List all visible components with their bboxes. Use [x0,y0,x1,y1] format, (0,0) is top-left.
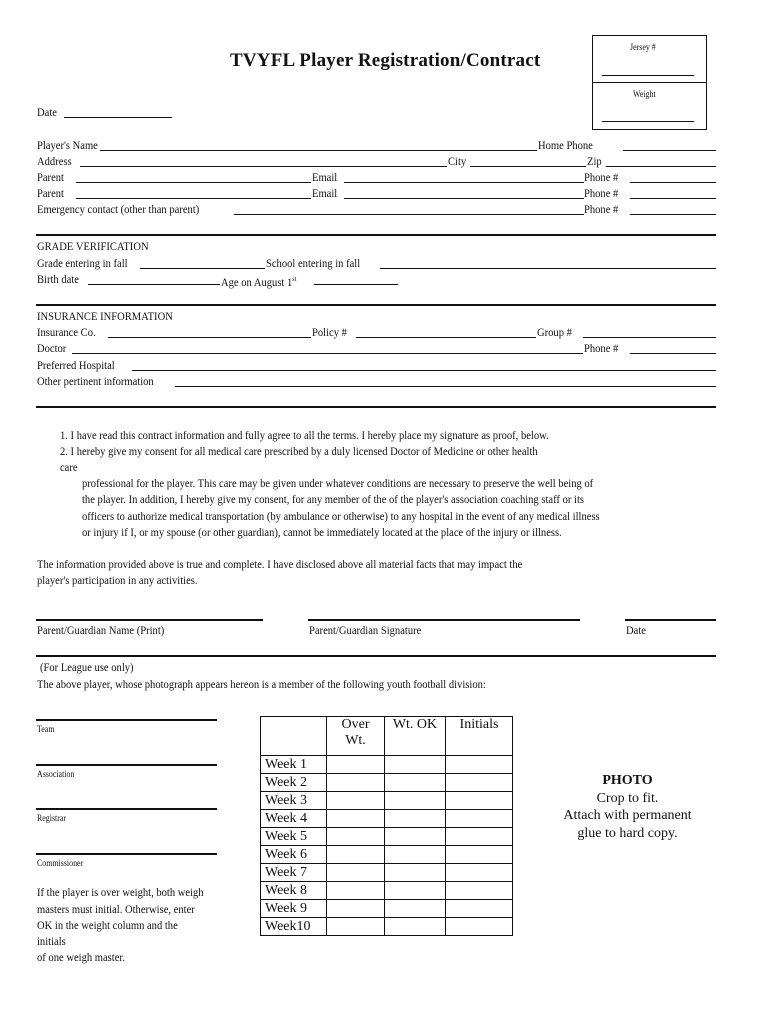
term-line: or injury if I, or my spouse (or other guardian), cannot be immediately located at the place of the injury or illness. [82,525,562,539]
school-fall-field[interactable] [380,268,716,269]
home-phone-field[interactable] [623,150,716,151]
table-row [261,864,513,882]
birth-date-label: Birth date [37,272,79,286]
age-field[interactable] [314,284,398,285]
signature-label: Parent/Guardian Signature [309,623,422,637]
print-name-field[interactable] [36,619,263,621]
term-1: 1. I have read this contract information and fully agree to all the terms. I hereby place my signature as proof, below. [60,428,549,442]
zip-label: Zip [587,154,602,168]
doctor-phone-label: Phone # [584,341,619,355]
phone1-label: Phone # [584,170,619,184]
wt-ok-cell[interactable] [385,918,446,936]
table-row [261,810,513,828]
city-label: City [448,154,467,168]
photo-placeholder[interactable] [545,772,710,842]
over-wt-cell[interactable] [327,792,385,810]
city-field[interactable] [470,166,586,167]
over-wt-cell[interactable] [327,828,385,846]
email1-field[interactable] [344,182,584,183]
over-wt-cell[interactable] [327,810,385,828]
table-row [261,828,513,846]
jersey-weight-box [592,35,707,130]
phone2-label: Phone # [584,186,619,200]
doctor-label: Doctor [37,341,67,355]
commissioner-label: Commissioner [37,858,84,868]
email2-label: Email [312,186,338,200]
term-2-wrap: care [60,460,78,474]
wt-ok-cell[interactable] [385,810,446,828]
registrar-field[interactable] [36,808,217,810]
group-field[interactable] [583,337,716,338]
statement-line: The information provided above is true and complete. I have disclosed above all material facts that may impact the [37,557,523,571]
policy-label: Policy # [312,325,347,339]
over-weight-header: Over Wt. [327,717,385,756]
grade-fall-label: Grade entering in fall [37,256,128,270]
parent2-field[interactable] [76,198,311,199]
print-name-label: Parent/Guardian Name (Print) [37,623,165,637]
divider [36,234,716,236]
table-row [261,846,513,864]
home-phone-label: Home Phone [538,138,593,152]
weigh-note-line: initials [37,934,66,948]
table-header-row [261,717,513,756]
over-wt-cell[interactable] [327,918,385,936]
parent2-label: Parent [37,186,64,200]
table-row [261,756,513,774]
signature-date-label: Date [626,623,646,637]
grade-fall-field[interactable] [140,268,265,269]
jersey-label: Jersey # [630,42,656,52]
page-title: TVYFL Player Registration/Contract [230,50,541,71]
over-wt-cell[interactable] [327,900,385,918]
association-field[interactable] [36,764,217,766]
initials-cell[interactable] [446,918,513,936]
week-label: Week10 [261,918,327,936]
week-label: Week 1 [261,756,327,774]
photo-line: Attach with permanent [563,808,692,823]
initials-cell[interactable] [446,828,513,846]
weight-label: Weight [633,89,656,99]
insurance-co-field[interactable] [108,337,311,338]
parent1-label: Parent [37,170,64,184]
weigh-note-line: If the player is over weight, both weigh [37,885,204,899]
address-field[interactable] [80,166,447,167]
over-wt-cell[interactable] [327,846,385,864]
group-label: Group # [537,325,572,339]
hospital-field[interactable] [132,370,716,371]
over-wt-cell[interactable] [327,882,385,900]
table-row [261,792,513,810]
weigh-note-line: of one weigh master. [37,950,125,964]
term-line: the player. In addition, I hereby give my consent, for any member of the of the player's association coaching staff or its [82,492,584,506]
phone1-field[interactable] [630,182,716,183]
phone2-field[interactable] [630,198,716,199]
divider [36,655,716,657]
week-label: Week 5 [261,828,327,846]
initials-cell[interactable] [446,864,513,882]
week-label: Week 6 [261,846,327,864]
doctor-field[interactable] [72,353,583,354]
over-wt-cell[interactable] [327,774,385,792]
league-use-label: (For League use only) [40,660,134,674]
initials-cell[interactable] [446,774,513,792]
birth-date-field[interactable] [88,284,220,285]
term-line: professional for the player. This care may be given under whatever conditions are necessary to preserve the well being of [82,476,594,490]
week-label: Week 2 [261,774,327,792]
statement-line: player's participation in any activities. [37,573,198,587]
other-info-field[interactable] [175,386,716,387]
week-label: Week 9 [261,900,327,918]
photo-line: glue to hard copy. [577,825,678,841]
association-label: Association [37,769,75,779]
wt-ok-cell[interactable] [385,828,446,846]
registrar-label: Registrar [37,813,67,823]
wt-ok-cell[interactable] [385,756,446,774]
wt-ok-cell[interactable] [385,900,446,918]
initials-cell[interactable] [446,882,513,900]
initials-header: Initials [446,717,513,756]
insurance-co-label: Insurance Co. [37,325,96,339]
policy-field[interactable] [356,337,536,338]
date-field[interactable] [64,117,172,118]
email2-field[interactable] [344,198,584,199]
other-info-label: Other pertinent information [37,374,154,388]
wt-ok-cell[interactable] [385,846,446,864]
week-label: Week 4 [261,810,327,828]
address-label: Address [37,154,72,168]
table-row [261,882,513,900]
table-row [261,918,513,936]
school-fall-label: School entering in fall [266,256,361,270]
phone3-label: Phone # [584,202,619,216]
team-label: Team [37,724,55,734]
week-label: Week 7 [261,864,327,882]
photo-title: PHOTO [602,773,653,788]
over-wt-cell[interactable] [327,864,385,882]
weigh-note-line: OK in the weight column and the [37,918,178,932]
initials-cell[interactable] [446,756,513,774]
divider [36,304,716,306]
wt-ok-cell[interactable] [385,882,446,900]
date-label: Date [37,105,57,119]
initials-cell[interactable] [446,792,513,810]
doctor-phone-field[interactable] [630,353,716,354]
parent1-field[interactable] [76,182,311,183]
wt-ok-cell[interactable] [385,792,446,810]
table-row [261,900,513,918]
initials-cell[interactable] [446,846,513,864]
signature-field[interactable] [308,619,580,621]
league-text: The above player, whose photograph appears hereon is a member of the following youth football division: [37,677,486,691]
weigh-note-line: masters must initial. Otherwise, enter [37,902,195,916]
weight-field[interactable] [602,121,694,122]
player-name-label: Player's Name [37,138,98,152]
week-label: Week 3 [261,792,327,810]
emergency-label: Emergency contact (other than parent) [37,202,200,216]
insurance-heading: INSURANCE INFORMATION [37,309,173,323]
term-2: 2. I hereby give my consent for all medical care prescribed by a duly licensed Doctor of Medicine or other health [60,444,538,458]
emergency-field[interactable] [234,214,584,215]
zip-field[interactable] [606,166,716,167]
weigh-in-table [260,716,513,936]
jersey-field[interactable] [602,75,694,76]
age-label: Age on August 1st [221,275,297,289]
grade-heading: GRADE VERIFICATION [37,239,149,253]
weight-ok-header: Wt. OK [385,717,446,756]
player-name-field[interactable] [100,150,537,151]
emergency-phone-field[interactable] [630,214,716,215]
initials-cell[interactable] [446,810,513,828]
wt-ok-cell[interactable] [385,774,446,792]
table-row [261,774,513,792]
initials-cell[interactable] [446,900,513,918]
divider [36,406,716,408]
wt-ok-cell[interactable] [385,864,446,882]
commissioner-field[interactable] [36,853,217,855]
email1-label: Email [312,170,338,184]
over-wt-cell[interactable] [327,756,385,774]
signature-date-field[interactable] [625,619,716,621]
team-field[interactable] [36,719,217,721]
week-label: Week 8 [261,882,327,900]
photo-line: Crop to fit. [596,790,659,806]
hospital-label: Preferred Hospital [37,358,115,372]
term-line: officers to authorize medical transportation (by ambulance or otherwise) to any hospital in the event of any medical illness [82,509,600,523]
